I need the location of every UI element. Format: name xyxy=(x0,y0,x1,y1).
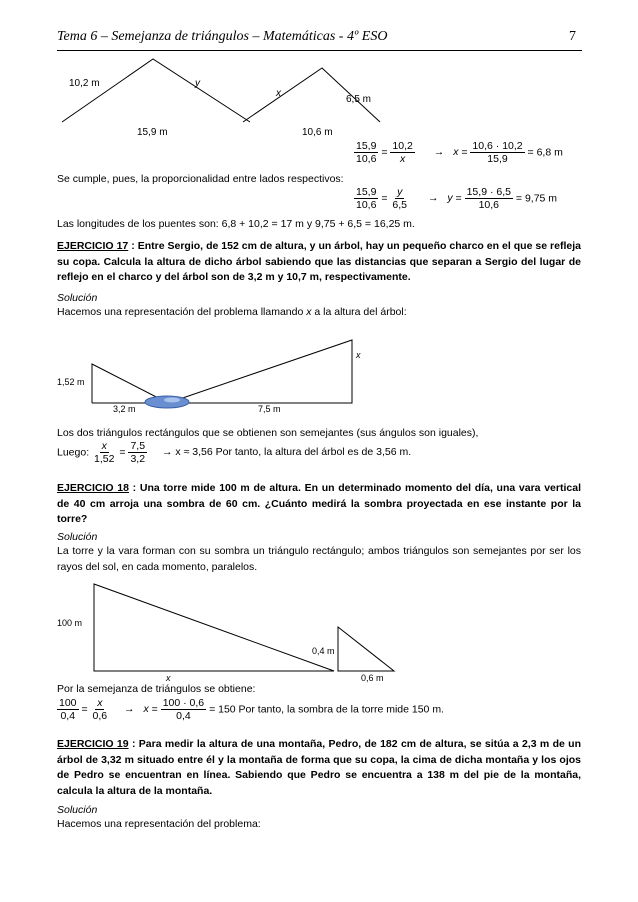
page-header-title: Tema 6 – Semejanza de triángulos – Matemáticas - 4º ESO xyxy=(57,29,388,44)
exercise-19-statement: EJERCICIO 19 : Para medir la altura de una montaña, Pedro, de 182 cm de altura, se sitúa a 2,3 m de un árbol de 3,32 m situado entre él y la montaña de forma que su copa, la cima de dicha montaña y los ojos de Pedro se encuentran en línea. Sabiendo que Pedro se encuentra a 138 m del pie de la montaña, calcula la altura de la montaña. xyxy=(57,738,581,797)
fig1-y-label: y xyxy=(195,78,200,89)
fig1-left-base-label: 15,9 m xyxy=(137,127,168,138)
exercise-17-label: EJERCICIO 17 xyxy=(57,240,129,252)
fig18-x-label: x xyxy=(166,673,171,683)
exercise-19-solution-heading: Solución xyxy=(57,804,98,816)
exercise-18-similarity-text: Por la semejanza de triángulos se obtiene: xyxy=(57,683,256,695)
exercise-18-solution-heading: Solución xyxy=(57,531,98,543)
equation-y-proportion: $\frac{15,9}{10,6}$ = $\frac{y}{6,5}$ → y = $\frac{15,9 \cdot 6,5}{10,6}$ = 9,75 m xyxy=(356,186,558,211)
bridge-lengths-text: Las longitudes de los puentes son: 6,8 + 10,2 = 17 m y 9,75 + 6,5 = 16,25 m. xyxy=(57,218,415,230)
exercise-18-statement: EJERCICIO 18 : Una torre mide 100 m de altura. En un determinado momento del día, una vara vertical de 40 cm arroja una sombra de 60 cm. ¿Cuánto medirá la sombra proyectada en ese instante por la torre? xyxy=(57,482,581,525)
exercise-18-equation: $\frac{100}{0,4}$ = $\frac{x}{0,6}$ → x = $\frac{100 \cdot 0,6}{0,4}$ = 150 Por tanto, la sombra de la torre mide 150 m. xyxy=(59,697,444,722)
exercise-19-label: EJERCICIO 19 xyxy=(57,738,129,750)
page-number: 7 xyxy=(569,29,576,44)
fig1-right-base-label: 10,6 m xyxy=(302,127,333,138)
exercise-19-intro: Hacemos una representación del problema: xyxy=(57,818,261,830)
exercise-17-statement: EJERCICIO 17 : Entre Sergio, de 152 cm de altura, y un árbol, hay un pequeño charco en el que se refleja su copa. Calcula la altura de dicho árbol sabiendo que las distancias que separan a Sergio del lugar de reflejo en el charco y del árbol son de 3,2 m y 10,7 m, respectivamente. xyxy=(57,240,581,283)
fig1-x-label: x xyxy=(276,88,281,99)
exercise-17-intro: Hacemos una representación del problema llamando x a la altura del árbol: xyxy=(57,306,407,318)
fig1-right-side-label: 6,5 m xyxy=(346,94,372,105)
proportionality-text: Se cumple, pues, la proporcionalidad entre lados respectivos: xyxy=(57,173,344,185)
equation-x-proportion: $\frac{15,9}{10,6}$ = $\frac{10,2}{x}$ → x = $\frac{10,6 \cdot 10,2}{15,9}$ = 6,8 m xyxy=(356,140,563,165)
exercise-17-similarity-text: Los dos triángulos rectángulos que se obtienen son semejantes (sus ángulos son iguales), xyxy=(57,427,479,439)
fig18-stick-shadow-label: 0,6 m xyxy=(361,673,384,683)
exercise-18-intro: La torre y la vara forman con su sombra un triángulo rectángulo; ambos triángulos son semejantes por ser los rayos del sol, en cada momento, paralelos. xyxy=(57,545,581,573)
fig17-x-label: x xyxy=(356,350,361,360)
exercise-17-equation: Luego: $\frac{x}{1,52}$ = $\frac{7,5}{3,2}$ → x ≈ 3,56 Por tanto, la altura del árbol es de 3,56 m. xyxy=(57,440,412,465)
fig18-tower-height-label: 100 m xyxy=(57,618,83,628)
fig1-left-side-label: 10,2 m xyxy=(69,78,100,89)
exercise-18-label: EJERCICIO 18 xyxy=(57,482,129,494)
fig17-distance2-label: 7,5 m xyxy=(258,404,281,414)
header-divider xyxy=(57,50,582,51)
fig17-height-label: 1,52 m xyxy=(57,377,85,387)
exercise-17-solution-heading: Solución xyxy=(57,292,98,304)
fig17-distance1-label: 3,2 m xyxy=(113,404,136,414)
fig18-stick-height-label: 0,4 m xyxy=(312,646,335,656)
